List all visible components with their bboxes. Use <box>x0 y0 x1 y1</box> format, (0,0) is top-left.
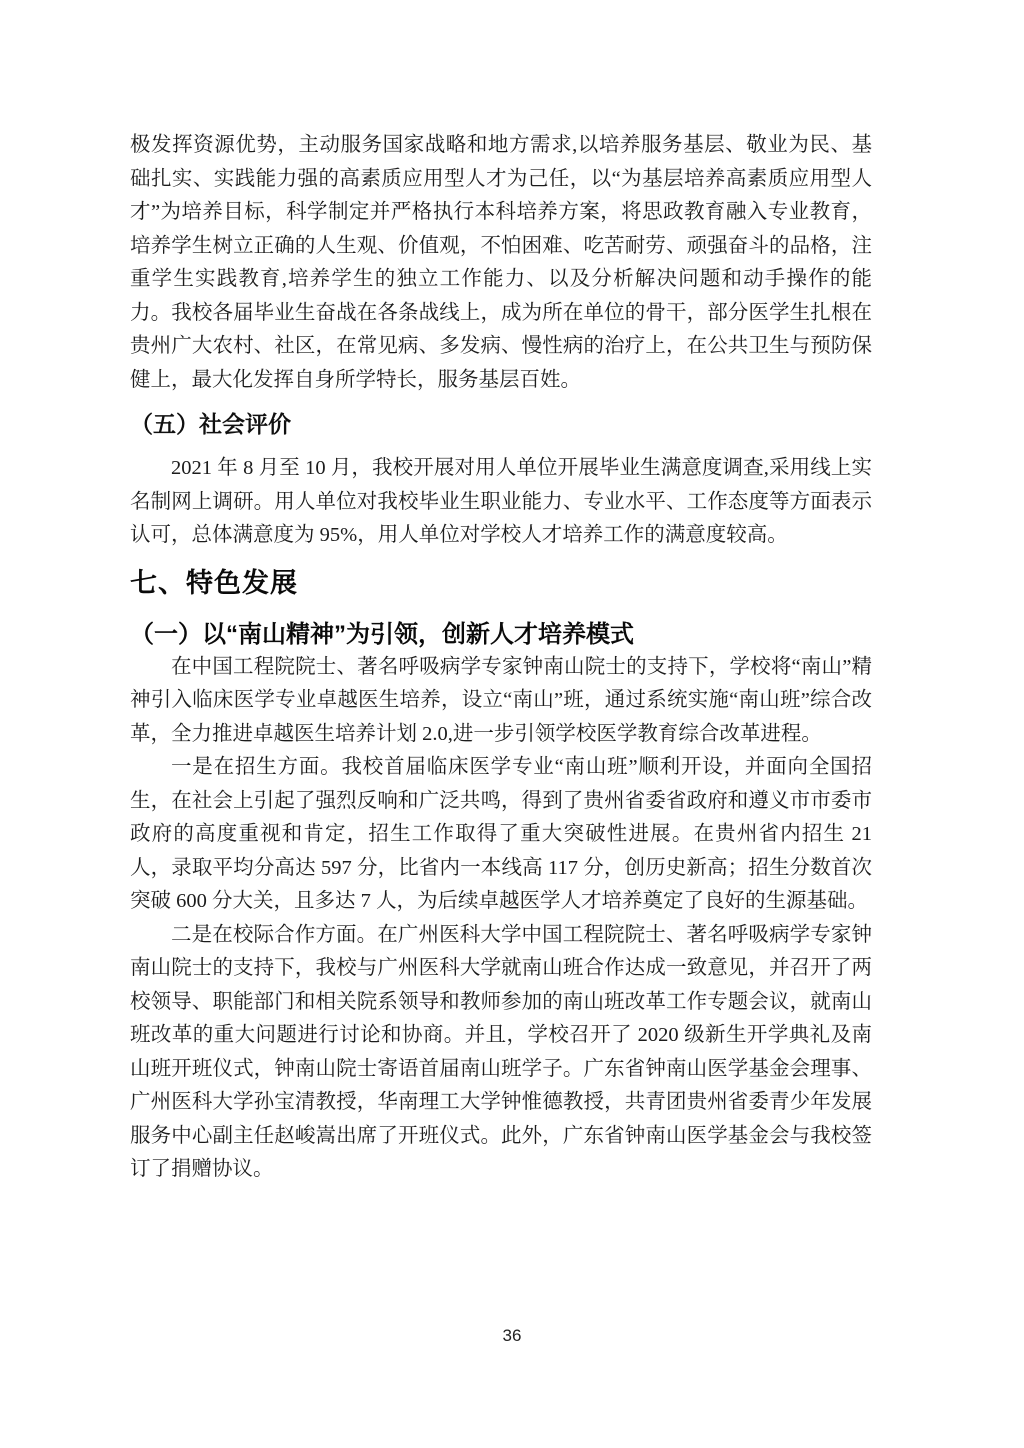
heading-subsection-1-nanshan-spirit: （一）以“南山精神”为引领，创新人才培养模式 <box>130 620 634 648</box>
heading-section-5-social-evaluation: （五）社会评价 <box>130 411 291 437</box>
document-content <box>130 129 872 1187</box>
paragraph-enrollment: 一是在招生方面。我校首届临床医学专业“南山班”顺利开设，并面向全国招生，在社会上引起了强烈反响和广泛共鸣，得到了贵州省委省政府和遵义市市委市政府的高度重视和肯定，招生工作取得了重大突破性进展。在贵州省内招生 21 人，录取平均分高达 597 分，比省内一本线高 117 分，创历史新高；招生分数首次突破 600 分大关，且多达 7 人，为后续卓越医学人才培养奠定了良好的生源基础。 <box>130 756 872 912</box>
page-number: 36 <box>502 1326 522 1345</box>
paragraph-cooperation: 二是在校际合作方面。在广州医科大学中国工程院院士、著名呼吸病学专家钟南山院士的支持下，我校与广州医科大学就南山班合作达成一致意见，并召开了两校领导、职能部门和相关院系领导和教师参加的南山班改革工作专题会议，就南山班改革的重大问题进行讨论和协商。并且，学校召开了 2020 级新生开学典礼及南山班开班仪式，钟南山院士寄语首届南山班学子。广东省钟南山医学基金会理事、广州医科大学孙宝清教授，华南理工大学钟惟德教授，共青团贵州省委青少年发展服务中心副主任赵峻嵩出席了开班仪式。此外，广东省钟南山医学基金会与我校签订了捐赠协议。 <box>130 923 872 1180</box>
paragraph-social-evaluation: 2021 年 8 月至 10 月，我校开展对用人单位开展毕业生满意度调查,采用线上实名制网上调研。用人单位对我校毕业生职业能力、专业水平、工作态度等方面表示认可，总体满意度为 95%，用人单位对学校人才培养工作的满意度较高。 <box>130 457 872 546</box>
paragraph-nanshan-intro: 在中国工程院院士、著名呼吸病学专家钟南山院士的支持下，学校将“南山”精神引入临床医学专业卓越医生培养，设立“南山”班，通过系统实施“南山班”综合改革，全力推进卓越医生培养计划 2.0,进一步引领学校医学教育综合改革进程。 <box>130 655 872 745</box>
heading-chapter-7-featured-development: 七、特色发展 <box>130 567 298 598</box>
paragraph-continued: 极发挥资源优势，主动服务国家战略和地方需求,以培养服务基层、敬业为民、基础扎实、实践能力强的高素质应用型人才为己任，以“为基层培养高素质应用型人才”为培养目标，科学制定并严格执行本科培养方案，将思政教育融入专业教育，培养学生树立正确的人生观、价值观，不怕困难、吃苦耐劳、顽强奋斗的品格，注重学生实践教育,培养学生的独立工作能力、以及分析解决问题和动手操作的能力。我校各届毕业生奋战在各条战线上，成为所在单位的骨干，部分医学生扎根在贵州广大农村、社区，在常见病、多发病、慢性病的治疗上，在公共卫生与预防保健上，最大化发挥自身所学特长，服务基层百姓。 <box>130 134 872 391</box>
